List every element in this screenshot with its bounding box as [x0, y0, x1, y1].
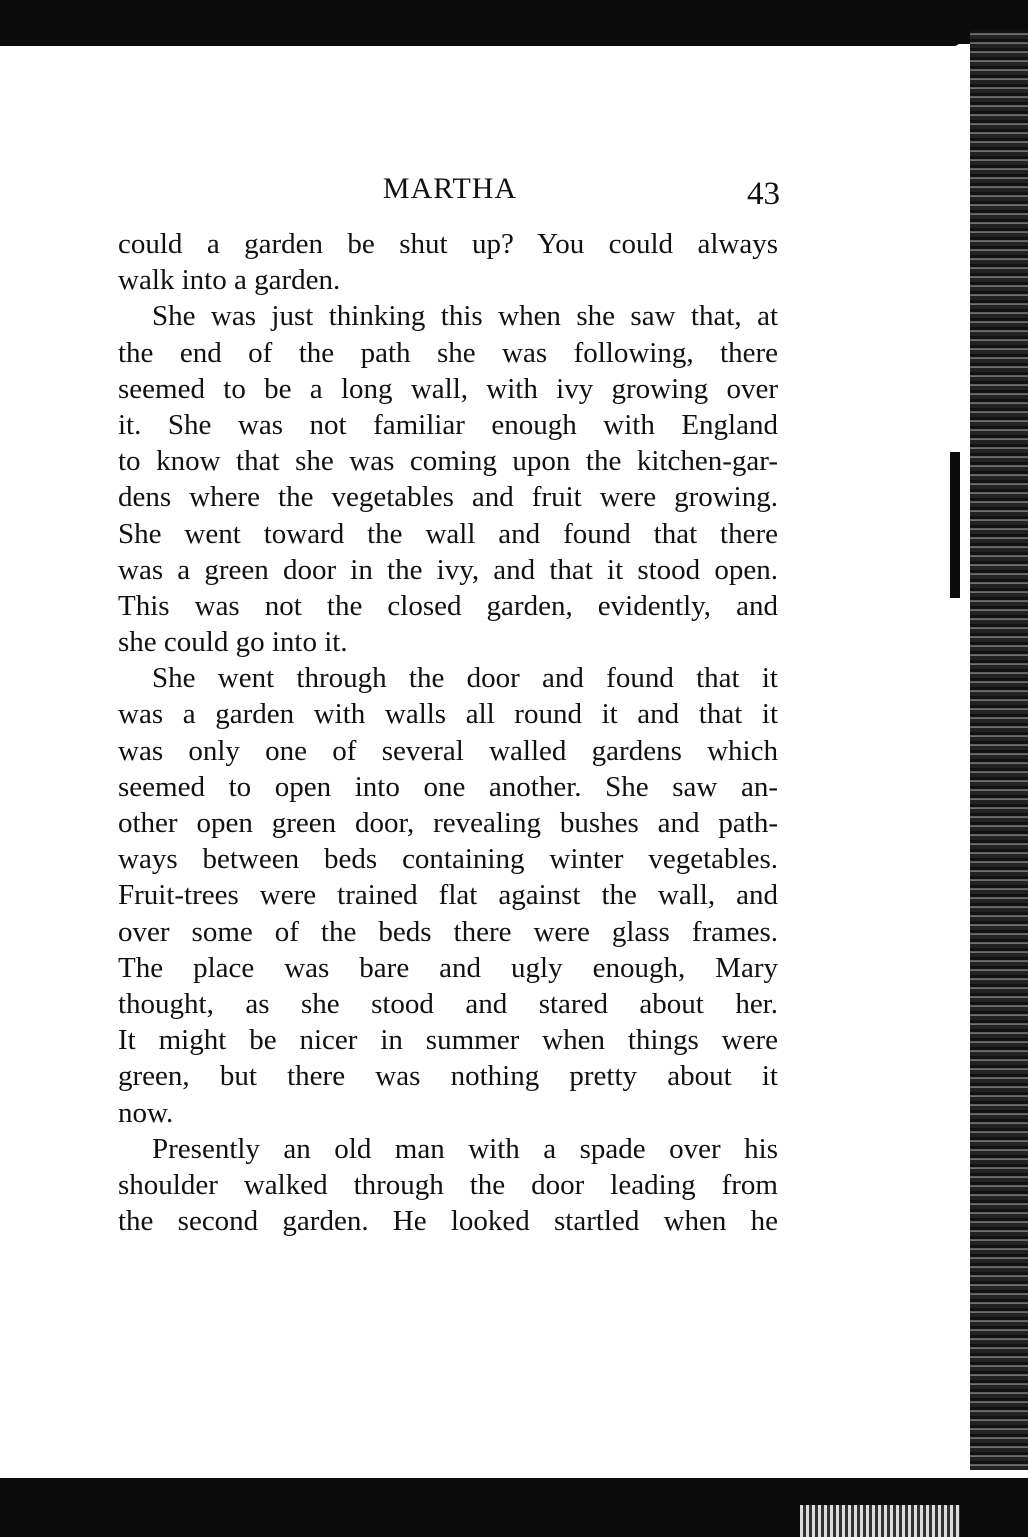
- text-line: to know that she was coming upon the kitchen-gar-: [118, 445, 778, 478]
- text-line: seemed to open into one another. She saw an-: [118, 770, 778, 803]
- scan-mark-right: [950, 452, 960, 598]
- text-line: other open green door, revealing bushes and path-: [118, 807, 778, 839]
- text-line: walk into a garden.: [118, 264, 341, 297]
- text-line: She was just thinking this when she saw that, at: [152, 300, 778, 333]
- scan-border-right: [970, 30, 1028, 1470]
- text-line: Presently an old man with a spade over his: [152, 1132, 778, 1165]
- scan-border-top: [0, 0, 1028, 44]
- text-line: was a green door in the ivy, and that it stood open.: [118, 553, 778, 586]
- running-title: MARTHA: [382, 172, 518, 205]
- text-line: The place was bare and ugly enough, Mary: [118, 951, 778, 984]
- text-line: ways between beds containing winter vegetables.: [118, 843, 778, 876]
- text-line: over some of the beds there were glass frames.: [118, 915, 778, 948]
- text-line: the second garden. He looked startled when he: [118, 1205, 778, 1238]
- text-line: It might be nicer in summer when things were: [118, 1024, 778, 1057]
- text-line: seemed to be a long wall, with ivy growing over: [118, 372, 778, 405]
- page-number: 43: [747, 176, 780, 212]
- text-line: she could go into it.: [118, 626, 348, 659]
- text-line: She went toward the wall and found that there: [118, 517, 778, 550]
- text-line: it. She was not familiar enough with England: [118, 408, 778, 441]
- text-line: was only one of several walled gardens which: [118, 734, 778, 767]
- text-line: Fruit-trees were trained flat against the wall, and: [118, 879, 778, 912]
- text-line: shoulder walked through the door leading from: [118, 1168, 778, 1201]
- text-line: She went through the door and found that it: [152, 662, 778, 695]
- text-line: thought, as she stood and stared about her.: [118, 987, 778, 1020]
- body-text: [118, 226, 778, 1239]
- text-line: dens where the vegetables and fruit were growing.: [118, 481, 778, 514]
- running-head: [120, 168, 780, 218]
- scan-border-top-edge: [0, 40, 960, 46]
- text-line: could a garden be shut up? You could always: [118, 228, 778, 260]
- text-line: the end of the path she was following, there: [118, 336, 778, 369]
- scan-speckle: [800, 1505, 960, 1537]
- text-line: was a garden with walls all round it and that it: [118, 698, 778, 731]
- text-line: green, but there was nothing pretty about it: [118, 1060, 778, 1093]
- text-line: This was not the closed garden, evidently, and: [118, 589, 778, 622]
- text-line: now.: [118, 1096, 174, 1129]
